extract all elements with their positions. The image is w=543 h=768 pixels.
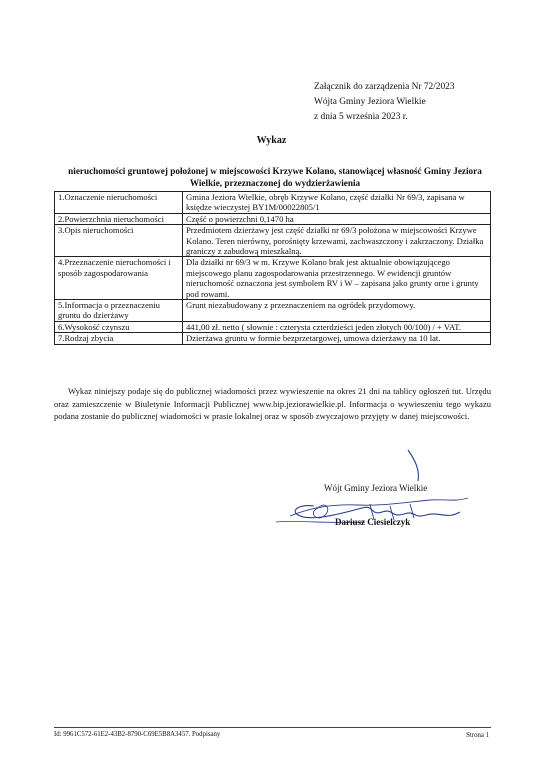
table-row [55, 300, 491, 322]
publication-notice [54, 385, 491, 423]
row-label: 2.Powierzchnia nieruchomości [55, 213, 183, 224]
table-row [55, 333, 491, 344]
row-value: 441,00 zł. netto ( słownie : czterysta czterdzieści jeden złotych 00/100) / + VAT. [183, 321, 491, 332]
table-row [55, 192, 491, 214]
row-label: 7.Rodzaj zbycia [55, 333, 183, 344]
table-row [55, 257, 491, 300]
document-subtitle: nieruchomości gruntowej położonej w miejscowości Krzywe Kolano, stanowiącej własność Gminy Jeziora Wielkie, przeznaczonej do wydzierżawienia [68, 166, 482, 188]
attachment-line-2: Wójta Gminy Jeziora Wielkie [314, 97, 426, 107]
document-id: Id: 9961C572-61E2-43B2-8790-C69E5B8A3457. Podpisany [54, 731, 221, 738]
row-value: Część o powierzchni 0,1470 ha [183, 213, 491, 224]
attachment-line-3: z dnia 5 września 2023 r. [314, 112, 408, 122]
row-value: Dla działki nr 69/3 w m. Krzywe Kolano brak jest aktualnie obowiązującego miejscowego planu zagospodarowania przestrzennego. W ewidencji gruntów nieruchomość oznaczona jest symbolem RV i W – zapisana jako grunty orne i grunty pod rowami. [183, 257, 491, 300]
row-value: Gmina Jeziora Wielkie, obręb Krzywe Kolano, część działki Nr 69/3, zapisana w księdze wieczystej BY1M/00022805/1 [183, 192, 491, 214]
signatory-title: Wójt Gminy Jeziora Wielkie [324, 483, 428, 493]
row-value: Przedmiotem dzierżawy jest część działki nr 69/3 położona w miejscowości Krzywe Kolano. Teren nierówny, porośnięty krzewami, zachwaszczony i zakrzaczony. Działka graniczy z zabudową mieszkalną. [183, 225, 491, 257]
row-label: 1.Oznaczenie nieruchomości [55, 192, 183, 214]
row-label: 3.Opis nieruchomości [55, 225, 183, 257]
row-label: 4.Przeznaczenie nieruchomości i sposób zagospodarowania [55, 257, 183, 300]
table-row [55, 321, 491, 332]
row-label: 6.Wysokość czynszu [55, 321, 183, 332]
notice-paragraph: Wykaz niniejszy podaje się do publicznej wiadomości przez wywieszenie na okres 21 dni na tablicy ogłoszeń tut. Urzędu oraz zamieszczenie w Biuletynie Informacji Publicznej www.bip.jeziorawielkie.pl. Informacja o wywieszeniu tego wykazu podana zostanie do publicznej wiadomości w prasie lokalnej oraz w sposób zwyczajowo przyjęty w danej miejscowości. [54, 386, 491, 422]
page-number: Strona 1 [466, 732, 489, 739]
table-row [55, 213, 491, 224]
signatory-name: Dariusz Ciesielczyk [335, 517, 411, 527]
row-label: 5.Informacja o przeznaczeniu gruntu do dzierżawy [55, 300, 183, 322]
row-value: Dzierżawa gruntu w formie bezprzetargowej, umowa dzierżawy na 10 lat. [183, 333, 491, 344]
property-table [54, 191, 491, 345]
document-title: Wykaz [256, 135, 287, 146]
attachment-header [314, 80, 455, 125]
footer-divider [54, 727, 491, 728]
table-row [55, 225, 491, 257]
attachment-line-1: Załącznik do zarządzenia Nr 72/2023 [314, 82, 455, 92]
row-value: Grunt niezabudowany z przeznaczeniem na ogródek przydomowy. [183, 300, 491, 322]
